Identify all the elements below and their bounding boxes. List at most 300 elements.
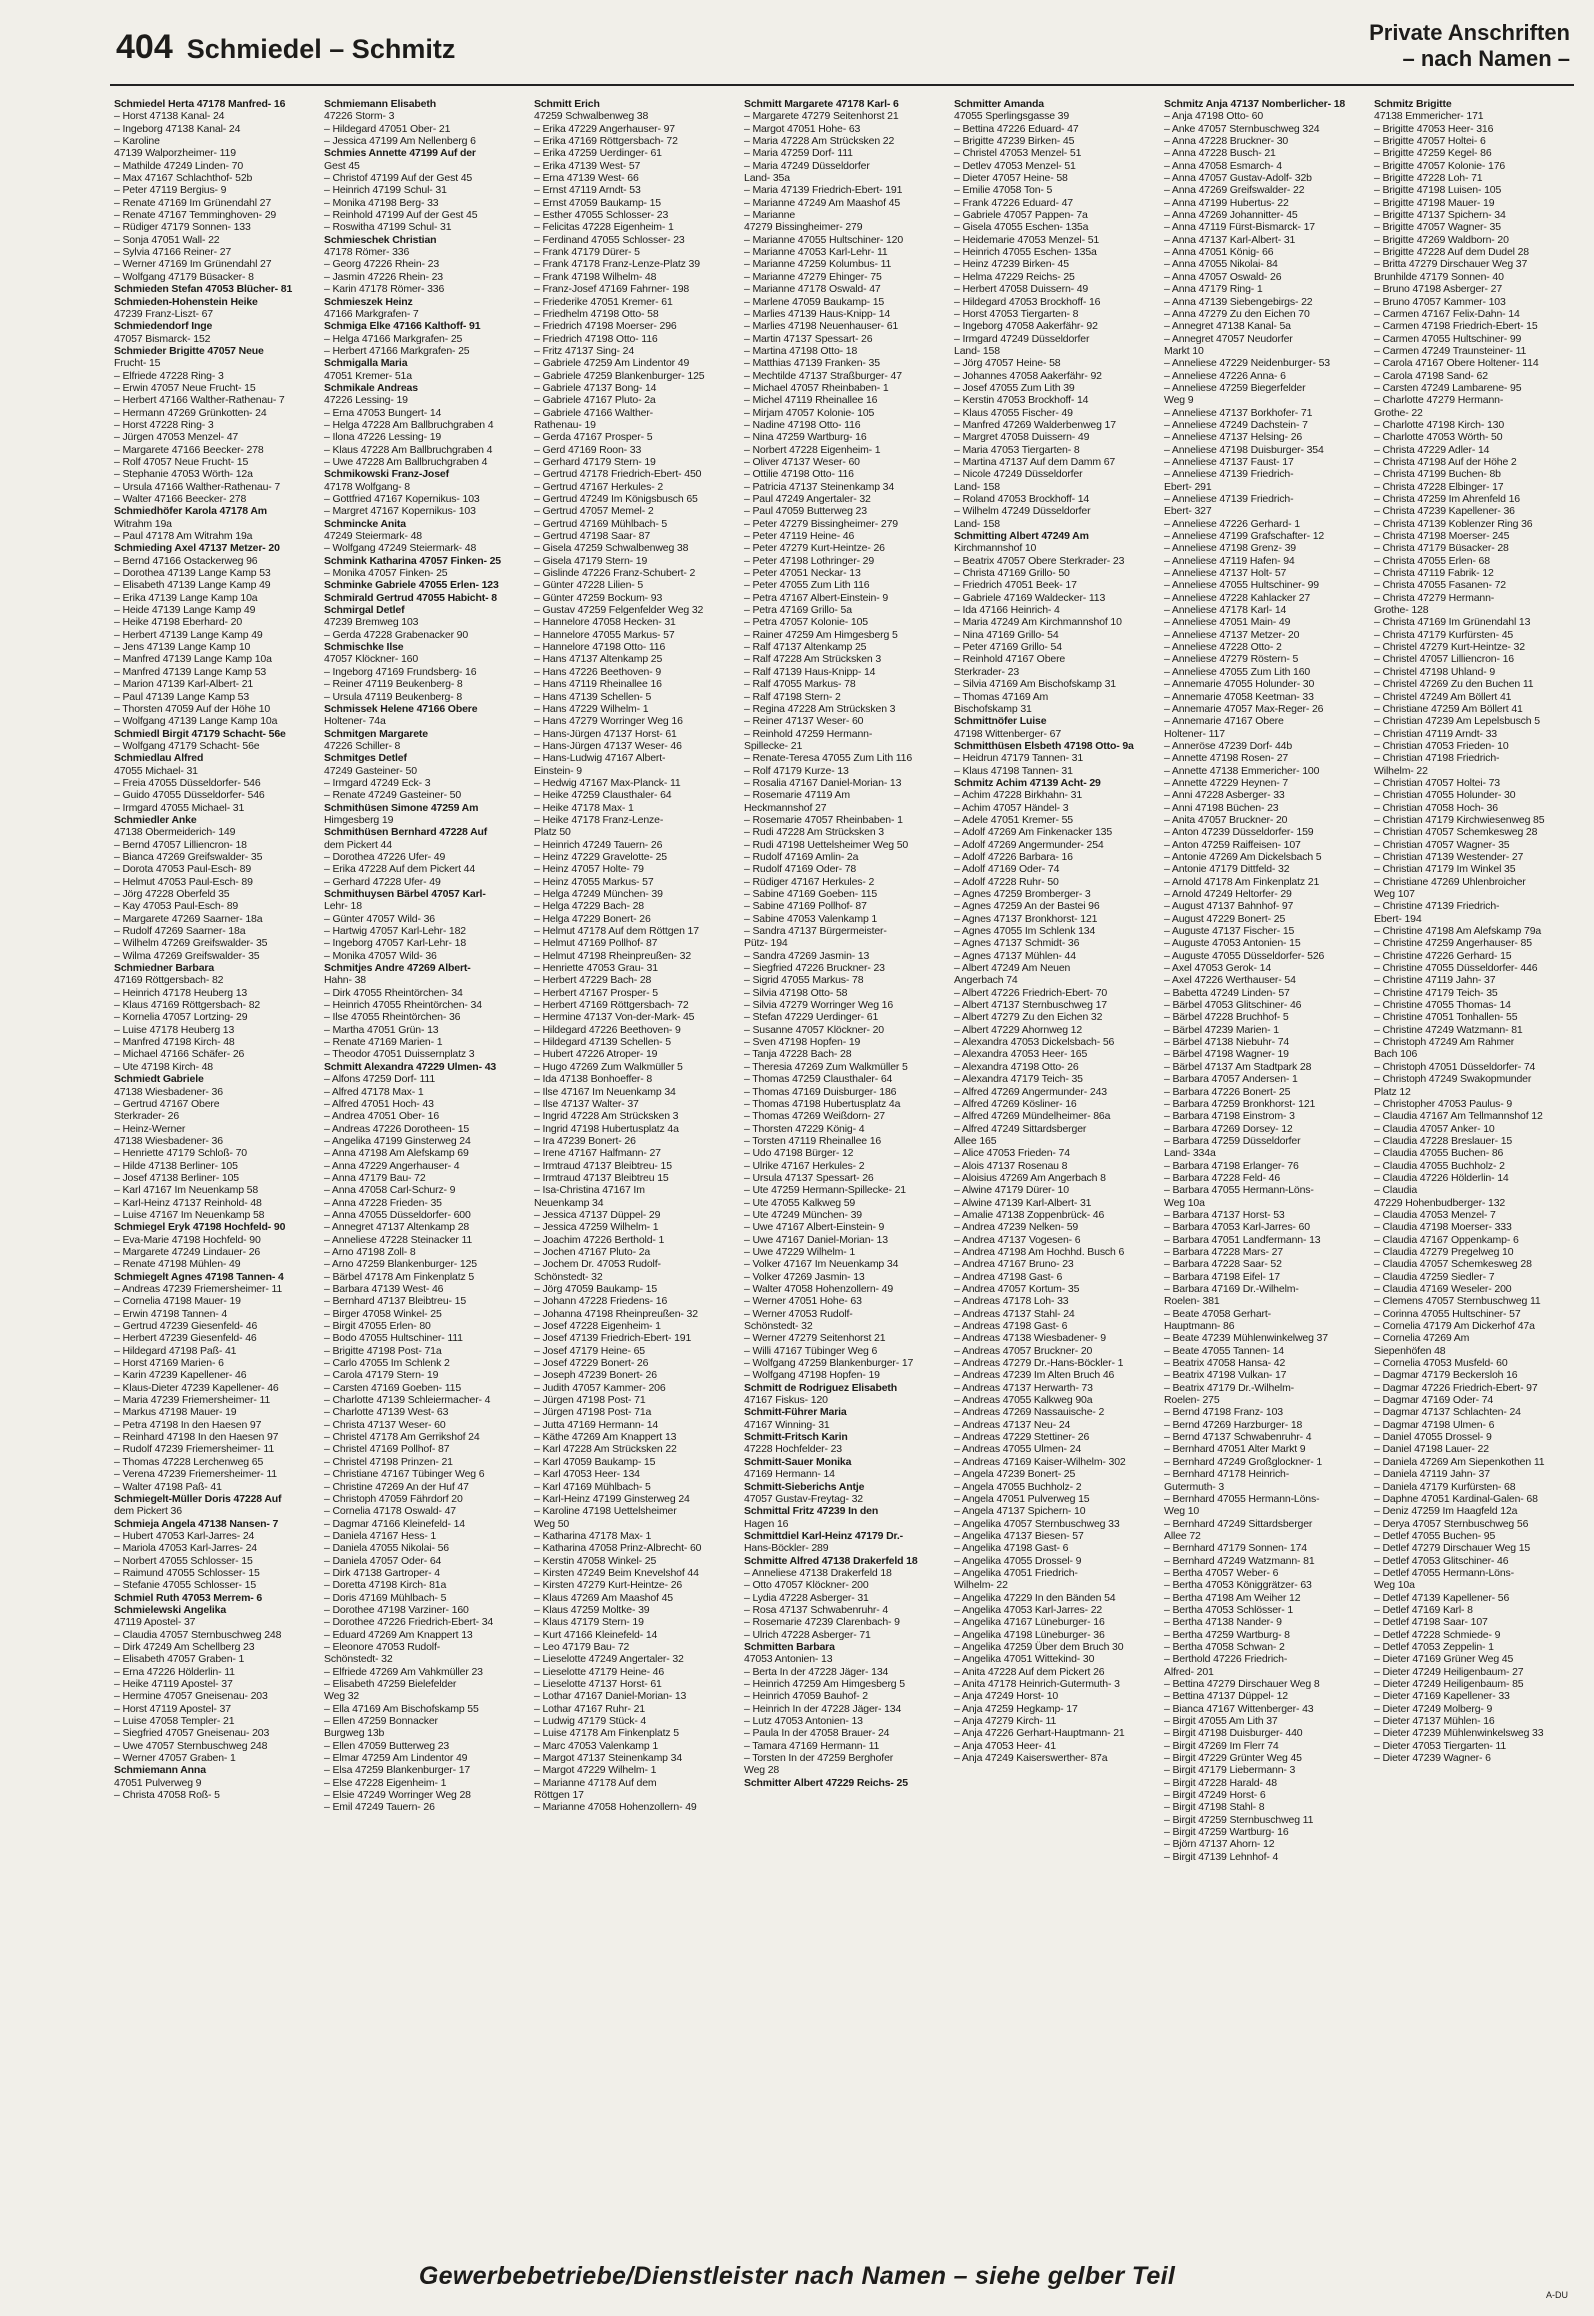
listing-entry: – Hermann 47269 Grünkotten- 24 <box>114 406 267 419</box>
listing-entry: – Horst 47119 Apostel- 37 <box>114 1702 231 1715</box>
listing-entry: 47167 Winning- 31 <box>744 1418 830 1431</box>
listing-entry: – Otto 47057 Klöckner- 200 <box>744 1579 869 1592</box>
listing-column <box>324 98 528 2232</box>
listing-entry: – Ursula 47119 Beukenberg- 8 <box>324 690 463 703</box>
listing-entry: – Herbert 47239 Giesenfeld- 46 <box>114 1332 257 1345</box>
listing-entry: – Thomas 47259 Clausthaler- 64 <box>744 1073 893 1086</box>
listing-entry: – Werner 47057 Graben- 1 <box>114 1752 236 1765</box>
listing-entry: – Anna 47229 Angerhauser- 4 <box>324 1159 460 1172</box>
listing-entry: – Anita 47228 Auf dem Pickert 26 <box>954 1665 1105 1678</box>
listing-entry: – Nina 47259 Wartburg- 16 <box>744 431 867 444</box>
listing-entry: Schmittal Fritz 47239 In den <box>744 1505 879 1518</box>
listing-entry: – Andreas 47226 Dorotheen- 15 <box>324 1122 470 1135</box>
listing-entry: – Annemarie 47057 Max-Reger- 26 <box>1164 702 1324 715</box>
listing-entry: – Sabine 47169 Goeben- 115 <box>744 888 878 900</box>
listing-entry: – Bernhard 47178 Heinrich- <box>1164 1468 1290 1481</box>
listing-entry: – Barbara 47198 Eifel- 17 <box>1164 1270 1280 1283</box>
listing-entry: – Gislinde 47226 Franz-Schubert- 2 <box>534 567 696 580</box>
listing-entry: – Dieter 47249 Heiligenbaum- 85 <box>1374 1678 1524 1690</box>
listing-entry: Alfred- 201 <box>1164 1665 1214 1678</box>
listing-entry: 47139 Walporzheimer- 119 <box>114 147 236 160</box>
listing-entry: – Gustav 47259 Felgenfelder Weg 32 <box>534 604 704 617</box>
listing-entry: – Gertrud 47178 Friedrich-Ebert- 450 <box>534 468 702 481</box>
listing-entry: – Arnold 47249 Heltorfer- 29 <box>1164 888 1292 900</box>
listing-column <box>534 98 738 2232</box>
listing-entry: – Björn 47137 Ahorn- 12 <box>1164 1838 1275 1851</box>
listing-entry: – Johanna 47198 Rheinpreußen- 32 <box>534 1307 698 1320</box>
listing-entry: – Birgit 47179 Liebermann- 3 <box>1164 1764 1296 1777</box>
listing-entry: – Beatrix 47198 Vulkan- 17 <box>1164 1369 1287 1382</box>
listing-entry: – Christian 47057 Holtei- 73 <box>1374 776 1500 789</box>
listing-entry: – Gabriele 47167 Pluto- 2a <box>534 394 656 407</box>
listing-entry: – Detlef 47279 Dirschauer Weg 15 <box>1374 1542 1531 1555</box>
listing-entry: – Agnes 47259 An der Bastei 96 <box>954 900 1100 913</box>
listing-entry: – Helmut 47169 Pollhof- 87 <box>534 937 658 950</box>
listing-entry: – Dieter 47169 Kapellener- 33 <box>1374 1690 1510 1703</box>
listing-entry: – Martina 47198 Otto- 18 <box>744 344 858 357</box>
listing-entry: – Bertha 47053 Schlösser- 1 <box>1164 1603 1294 1616</box>
listing-entry: – Anneliese 47228 Otto- 2 <box>1164 641 1282 654</box>
listing-entry: – Hedwig 47167 Max-Planck- 11 <box>534 776 681 789</box>
listing-entry: – Agnes 47137 Schmidt- 36 <box>954 937 1080 950</box>
listing-entry: – Ellen 47059 Butterweg 23 <box>324 1739 450 1752</box>
listing-entry: – Bertha 47053 Königgrätzer- 63 <box>1164 1579 1312 1592</box>
listing-entry: – Heike 47119 Apostel- 37 <box>114 1678 233 1690</box>
listing-entry: – Renate 47169 Im Grünendahl 27 <box>114 196 272 209</box>
listing-entry: – Christel 47249 Am Böllert 41 <box>1374 690 1512 703</box>
listing-entry: – Theodor 47051 Duissernplatz 3 <box>324 1048 475 1061</box>
listing-entry: Schmitt-Sauer Monika <box>744 1455 852 1468</box>
listing-entry: Schönstedt- 32 <box>534 1270 603 1283</box>
listing-entry: – Friedrich 47051 Beek- 17 <box>954 579 1077 592</box>
listing-entry: – Erika 47169 Röttgersbach- 72 <box>534 135 678 148</box>
listing-entry: – Andreas 47269 Nassauische- 2 <box>954 1406 1105 1419</box>
listing-entry: – Reinhard 47198 In den Haesen 97 <box>114 1431 279 1444</box>
listing-entry: – Beate 47058 Gerhart- <box>1164 1307 1272 1320</box>
listing-entry: – Jochem Dr. 47053 Rudolf- <box>534 1258 661 1271</box>
listing-entry: – Dagmar 47179 Beckersloh 16 <box>1374 1369 1518 1382</box>
listing-column <box>1164 98 1368 2232</box>
listing-entry: Roelen- 275 <box>1164 1394 1220 1407</box>
listing-entry: – Hans 47137 Altenkamp 25 <box>534 653 663 666</box>
listing-entry: – Claudia 47279 Pregelweg 10 <box>1374 1245 1514 1258</box>
listing-entry: – Bärbel 47228 Bruchhof- 5 <box>1164 1011 1289 1024</box>
listing-entry: – Friedrich 47198 Moerser- 296 <box>534 320 677 333</box>
listing-entry: Schmitt Erich <box>534 98 600 110</box>
running-title: Schmiedel – Schmitz <box>186 34 456 64</box>
listing-entry: – Gertrud 47057 Memel- 2 <box>534 505 654 518</box>
listing-entry: – Dirk 47055 Rheintörchen- 34 <box>324 986 463 999</box>
listing-entry: – Ingeborg 47169 Frundsberg- 16 <box>324 665 477 678</box>
listing-entry: – Paul 47139 Lange Kamp 53 <box>114 690 250 703</box>
listing-entry: – Jasmin 47226 Rhein- 23 <box>324 270 443 283</box>
listing-entry: – Rosemarie 47119 Am <box>744 789 850 802</box>
listing-entry: – Alexandra 47198 Otto- 26 <box>954 1060 1079 1073</box>
listing-entry: – Ernst 47119 Arndt- 53 <box>534 184 641 197</box>
listing-entry: – Claudia 47226 Hölderlin- 14 <box>1374 1171 1509 1184</box>
listing-entry: – Annemarie 47167 Obere <box>1164 715 1284 728</box>
listing-entry: – Hans 47279 Worringer Weg 16 <box>534 715 683 728</box>
listing-entry: – Christa 47279 Hermann- <box>1374 591 1495 604</box>
listing-entry: – Alice 47053 Frieden- 74 <box>954 1147 1070 1160</box>
listing-entry: – Christa 47139 Koblenzer Ring 36 <box>1374 517 1533 530</box>
listing-entry: – Erna 47053 Bungert- 14 <box>324 406 442 419</box>
listing-entry: – Anja 47226 Gerhart-Hauptmann- 21 <box>954 1727 1125 1740</box>
listing-entry: – Josef 47055 Zum Lith 39 <box>954 381 1075 394</box>
listing-entry: – Auguste 47137 Fischer- 15 <box>1164 925 1295 938</box>
listing-entry: – Christa 47119 Fabrik- 12 <box>1374 567 1494 580</box>
listing-entry: Platz 12 <box>1374 1085 1411 1098</box>
listing-entry: – Thomas 47169 Duisburger- 186 <box>744 1085 897 1098</box>
listing-entry: – Stefan 47229 Uerdinger- 61 <box>744 1011 879 1024</box>
listing-entry: – Birgit 47249 Horst- 6 <box>1164 1789 1266 1802</box>
listing-entry: – Klaus 47269 Am Maashof 45 <box>534 1591 673 1604</box>
listing-entry: – Anneliese 47137 Metzer- 20 <box>1164 628 1300 641</box>
listing-entry: Schmischke Ilse <box>324 641 404 654</box>
listing-entry: – Christian 47055 Holunder- 30 <box>1374 789 1516 802</box>
listing-entry: 47198 Wittenberger- 67 <box>954 727 1062 740</box>
listing-entry: – Ralf 47055 Markus- 78 <box>744 678 856 691</box>
listing-entry: – Erna 47139 West- 66 <box>534 172 639 185</box>
listing-entry: – Manfred 47139 Lange Kamp 10a <box>114 653 272 666</box>
listing-entry: dem Pickert 36 <box>114 1505 182 1518</box>
listing-entry: – Josef 47229 Bonert- 26 <box>534 1357 649 1370</box>
listing-entry: – Anneliese 47137 Borkhofer- 71 <box>1164 406 1313 419</box>
listing-entry: – Bertha 47138 Nander- 9 <box>1164 1616 1282 1629</box>
listing-entry: Einstein- 9 <box>534 764 582 777</box>
listing-entry: 47053 Antonien- 13 <box>744 1653 833 1666</box>
listing-entry: Gest 45 <box>324 159 360 172</box>
listing-entry: – Antonie 47179 Dittfeld- 32 <box>1164 863 1290 876</box>
listing-entry: – Dagmar 47226 Friedrich-Ebert- 97 <box>1374 1381 1538 1394</box>
listing-entry: – Christa 47169 Im Grünendahl 13 <box>1374 616 1531 629</box>
listing-entry: – Bernhard 47137 Bleibtreu- 15 <box>324 1295 467 1308</box>
listing-entry: – Dagmar 47169 Oder- 74 <box>1374 1394 1494 1407</box>
listing-entry: – Renate 47167 Temminghoven- 29 <box>114 209 277 222</box>
listing-column <box>1374 98 1578 2232</box>
listing-entry: – Erika 47228 Auf dem Pickert 44 <box>324 863 476 876</box>
listing-entry: – Horst 47053 Tiergarten- 8 <box>954 307 1079 320</box>
listing-entry: – Hannelore 47058 Hecken- 31 <box>534 616 676 629</box>
listing-entry: – Anna 47119 Fürst-Bismarck- 17 <box>1164 221 1315 234</box>
listing-entry: – Sabine 47053 Valenkamp 1 <box>744 912 878 925</box>
listing-entry: – Ralf 47228 Am Strücksken 3 <box>744 653 882 666</box>
listing-entry: – Wilhelm 47249 Düsseldorfer <box>954 505 1091 518</box>
listing-entry: – Elsie 47249 Worringer Weg 28 <box>324 1789 471 1802</box>
listing-entry: – Brigitte 47057 Holtei- 6 <box>1374 135 1486 148</box>
listing-entry: – Doris 47169 Mühlbach- 5 <box>324 1591 447 1604</box>
listing-entry: – Bianca 47269 Greifswalder- 35 <box>114 850 263 863</box>
listing-entry: – Christine 47198 Am Alefskamp 79a <box>1374 925 1542 938</box>
listing-entry: – Carola 47179 Stern- 19 <box>324 1369 439 1382</box>
listing-entry: Schönstedt- 32 <box>324 1653 393 1666</box>
listing-entry: – Tanja 47228 Bach- 28 <box>744 1048 852 1061</box>
listing-entry: – Barbara 47198 Erlanger- 76 <box>1164 1159 1299 1172</box>
listing-entry: Schmink Katharina 47057 Finken- 25 <box>324 554 501 567</box>
listing-entry: – Christa 47198 Moerser- 245 <box>1374 530 1510 543</box>
listing-entry: – Christel 47057 Lilliencron- 16 <box>1374 653 1514 666</box>
listing-entry: – Angelika 47198 Gast- 6 <box>954 1542 1069 1555</box>
listing-entry: – Albert 47137 Sternbuschweg 17 <box>954 999 1107 1012</box>
listing-entry: – Achim 47228 Birkhahn- 31 <box>954 789 1083 802</box>
listing-entry: Schmigalla Maria <box>324 357 408 370</box>
listing-entry: – Birgit 47229 Grünter Weg 45 <box>1164 1752 1302 1765</box>
listing-entry: Allee 72 <box>1164 1529 1201 1542</box>
listing-entry: – Wolfgang 47139 Lange Kamp 10a <box>114 715 278 728</box>
listing-entry: – Jürgen 47053 Menzel- 47 <box>114 431 239 444</box>
listing-entry: – Charlotte 47198 Kirch- 130 <box>1374 418 1505 431</box>
listing-entry: – Berta In der 47228 Jäger- 134 <box>744 1665 889 1678</box>
listing-entry: – Klaus 47169 Röttgersbach- 82 <box>114 999 261 1012</box>
listing-entry: Schmiedler Anke <box>114 813 197 826</box>
listing-entry: – Marianne 47259 Kolumbus- 11 <box>744 258 892 271</box>
listing-entry: – Christopher 47053 Paulus- 9 <box>1374 1097 1513 1110</box>
listing-entry: – Erwin 47057 Neue Frucht- 15 <box>114 381 256 394</box>
listing-entry: – Marianne 47279 Ehinger- 75 <box>744 270 882 283</box>
listing-entry: – Gabriele 47057 Pappen- 7a <box>954 209 1088 222</box>
listing-entry: – Christel 47279 Kurt-Heintze- 32 <box>1374 641 1525 654</box>
listing-entry: – Bernhard 47249 Watzmann- 81 <box>1164 1554 1315 1567</box>
listing-entry: – Christel 47178 Am Gerrikshof 24 <box>324 1431 480 1444</box>
listing-entry: – Anneliese 47138 Drakerfeld 18 <box>744 1566 892 1579</box>
listing-entry: – Marlene 47059 Baukamp- 15 <box>744 295 885 308</box>
listing-entry: – Charlotte 47139 West- 63 <box>324 1406 449 1419</box>
listing-entry: Schmissek Helene 47166 Obere <box>324 702 478 715</box>
listing-entry: – Gisela 47259 Schwalbenweg 38 <box>534 542 689 555</box>
listing-entry: – Sonja 47051 Wall- 22 <box>114 233 220 246</box>
listing-entry: – Beate 47239 Mühlenwinkelweg 37 <box>1164 1332 1328 1345</box>
listing-entry: – Anneliese 47228 Steinacker 11 <box>324 1233 473 1246</box>
listing-entry: – Anna 47269 Johannitter- 45 <box>1164 209 1298 222</box>
listing-entry: – Anneliese 47259 Biegerfelder <box>1164 381 1306 394</box>
listing-entry: – Horst 47169 Marien- 6 <box>114 1357 224 1370</box>
listing-entry: – Rolf 47179 Kurze- 13 <box>744 764 849 777</box>
listing-entry: – Wolfgang 47249 Steiermark- 48 <box>324 542 477 555</box>
listing-entry: – Anita 47178 Heinrich-Gutermuth- 3 <box>954 1678 1120 1690</box>
listing-entry: – Barbara 47169 Dr.-Wilhelm- <box>1164 1283 1299 1295</box>
listing-entry: – Alexandra 47053 Dickelsbach- 56 <box>954 1036 1115 1049</box>
listing-entry: – Bernhard 47249 Sittardsberger <box>1164 1517 1313 1530</box>
listing-entry: – Roswitha 47199 Schul- 31 <box>324 221 452 234</box>
listing-entry: 47178 Wolfgang- 8 <box>324 480 410 493</box>
listing-entry: – Anneliese 47178 Karl- 14 <box>1164 604 1287 617</box>
listing-entry: – Angela 47055 Buchholz- 2 <box>954 1480 1082 1493</box>
listing-entry: – Annegret 47057 Neudorfer <box>1164 332 1293 345</box>
listing-entry: – Heike 47178 Franz-Lenze- <box>534 813 664 826</box>
listing-entry: – Beatrix 47057 Obere Sterkrader- 23 <box>954 554 1125 567</box>
listing-entry: – Dieter 47249 Molberg- 9 <box>1374 1702 1493 1715</box>
listing-entry: – Ralf 47137 Altenkamp 25 <box>744 641 867 654</box>
listing-entry: – Adolf 47228 Ruhr- 50 <box>954 875 1059 888</box>
listing-entry: – Agnes 47259 Bromberger- 3 <box>954 888 1091 900</box>
listing-entry: – Alexandra 47179 Teich- 35 <box>954 1073 1083 1086</box>
listing-entry: – Renate 47249 Gasteiner- 50 <box>324 789 462 802</box>
listing-entry: – Barbara 47053 Karl-Jarres- 60 <box>1164 1221 1310 1234</box>
listing-entry: – Marlies 47139 Haus-Knipp- 14 <box>744 307 891 320</box>
listing-entry: Weg 10a <box>1374 1579 1415 1592</box>
listing-entry: – Fritz 47137 Sing- 24 <box>534 344 635 357</box>
listing-entry: – Heinz-Werner <box>114 1122 186 1135</box>
listing-entry: – Carsten 47169 Goeben- 115 <box>324 1381 462 1394</box>
listing-entry: – Irmtraud 47137 Bleibtreu 15 <box>534 1171 669 1184</box>
listing-entry: – Jessica 47137 Düppel- 29 <box>534 1208 661 1221</box>
listing-entry: – Anna 47279 Zu den Eichen 70 <box>1164 307 1310 320</box>
listing-entry: – Rudi 47228 Am Strücksken 3 <box>744 826 884 839</box>
listing-entry: – Barbara 47269 Dorsey- 12 <box>1164 1122 1293 1135</box>
listing-entry: – Raimund 47055 Schlosser- 15 <box>114 1566 260 1579</box>
listing-entry: – Brigitte 47137 Spichern- 34 <box>1374 209 1506 222</box>
listing-entry: Schmittdiel Karl-Heinz 47179 Dr.- <box>744 1529 904 1542</box>
listing-entry: – Bruno 47057 Kammer- 103 <box>1374 295 1506 308</box>
listing-entry: – Daphne 47051 Kardinal-Galen- 68 <box>1374 1492 1538 1505</box>
listing-entry: Land- 158 <box>954 480 1000 493</box>
listing-entry: – Katharina 47058 Prinz-Albrecht- 60 <box>534 1542 702 1555</box>
listing-entry: – Ursula 47137 Spessart- 26 <box>744 1171 874 1184</box>
listing-entry: – Charlotte 47053 Wörth- 50 <box>1374 431 1503 444</box>
listing-entry: – Birgit 47055 Am Lith 37 <box>1164 1715 1278 1728</box>
listing-entry: – Gerhard 47179 Stern- 19 <box>534 455 656 468</box>
listing-entry: – Josef 47138 Berliner- 105 <box>114 1171 239 1184</box>
listing-entry: – Renate-Teresa 47055 Zum Lith 116 <box>744 752 913 765</box>
listing-entry: – Marianne 47178 Auf dem <box>534 1776 657 1789</box>
listing-entry: – Heinz 47057 Holte- 79 <box>534 863 644 876</box>
listing-entry: – Lydia 47228 Asberger- 31 <box>744 1591 869 1604</box>
listing-entry: – Charlotte 47279 Hermann- <box>1374 394 1504 407</box>
listing-entry: – Helmut 47053 Paul-Esch- 89 <box>114 875 253 888</box>
listing-entry: – Marianne <box>744 209 796 222</box>
listing-entry: – Gisela 47179 Stern- 19 <box>534 554 648 567</box>
listing-entry: – Christa 47055 Erlen- 68 <box>1374 554 1490 567</box>
listing-entry: – Gisela 47055 Eschen- 135a <box>954 221 1089 234</box>
listing-entry: – Brigitte 47269 Waldborn- 20 <box>1374 233 1509 246</box>
listing-entry: – Hans 47229 Wilhelm- 1 <box>534 702 649 715</box>
listing-entry: – Werner 47279 Seitenhorst 21 <box>744 1332 886 1345</box>
listing-entry: – Daniela 47179 Kurfürsten- 68 <box>1374 1480 1516 1493</box>
listing-entry: – Christa 47058 Roß- 5 <box>114 1789 220 1802</box>
listing-entry: 47259 Schwalbenweg 38 <box>534 110 649 123</box>
listing-entry: – Uwe 47229 Wilhelm- 1 <box>744 1245 856 1258</box>
listing-entry: – Luise 47058 Templer- 21 <box>114 1715 235 1728</box>
listing-entry: – Alfons 47259 Dorf- 111 <box>324 1073 436 1086</box>
listing-entry: – Eva-Marie 47198 Hochfeld- 90 <box>114 1233 261 1246</box>
listing-entry: – Klaus 47198 Tannen- 31 <box>954 764 1073 777</box>
listing-entry: – Antonie 47269 Am Dickelsbach 5 <box>1164 850 1322 863</box>
listing-entry: – Wolfgang 47198 Hopfen- 19 <box>744 1369 880 1382</box>
listing-entry: – Aloisius 47269 Am Angerbach 8 <box>954 1171 1106 1184</box>
listing-entry: – Agnes 47137 Mühlen- 44 <box>954 949 1076 962</box>
listing-entry: – Jörg 47059 Baukamp- 15 <box>534 1283 658 1295</box>
listing-entry: Bach 106 <box>1374 1048 1418 1061</box>
listing-entry: – Barbara 47051 Landfermann- 13 <box>1164 1233 1321 1246</box>
listing-entry: Spillecke- 21 <box>744 739 803 752</box>
listing-entry: – Gertrud 47249 Im Königsbusch 65 <box>534 493 698 505</box>
listing-entry: – Elisabeth 47259 Bielefelder <box>324 1678 457 1690</box>
listing-entry: Weg 28 <box>744 1764 780 1777</box>
listing-entry: Schmieja Angela 47138 Nansen- 7 <box>114 1517 279 1530</box>
listing-entry: – Anton 47259 Raiffeisen- 107 <box>1164 838 1301 851</box>
listing-entry: – Ella 47169 Am Bischofskamp 55 <box>324 1702 479 1715</box>
listing-entry: – Anna 47058 Esmarch- 4 <box>1164 159 1282 172</box>
listing-entry: – Karl 47169 Mühlbach- 5 <box>534 1480 651 1493</box>
listing-entry: 47138 Wiesbadener- 36 <box>114 1134 223 1147</box>
listing-entry: Burgweg 13b <box>324 1727 385 1740</box>
listing-entry: – Andreas 47137 Neu- 24 <box>954 1418 1071 1431</box>
listing-entry: – Bernhard 47179 Sonnen- 174 <box>1164 1542 1307 1555</box>
listing-entry: Schmitter Amanda <box>954 98 1044 110</box>
listing-entry: – Walter 47058 Hohenzollern- 49 <box>744 1283 894 1295</box>
listing-entry: – Dieter 47169 Grüner Weg 45 <box>1374 1653 1514 1666</box>
listing-entry: – Bertha 47058 Schwan- 2 <box>1164 1640 1285 1653</box>
listing-entry: – Dorothea 47226 Ufer- 49 <box>324 850 446 863</box>
listing-entry: – Anneliese 47228 Kahlacker 27 <box>1164 591 1311 604</box>
listing-entry: – Carlo 47055 Im Schlenk 2 <box>324 1357 450 1370</box>
listing-entry: – Frank 47198 Wilhelm- 48 <box>534 270 657 283</box>
listing-entry: – Uwe 47167 Daniel-Morian- 13 <box>744 1233 888 1246</box>
listing-entry: – Eleonore 47053 Rudolf- <box>324 1640 441 1653</box>
listing-entry: – Herbert 47167 Prosper- 5 <box>534 986 658 999</box>
listing-entry: – Annemarie 47058 Keetman- 33 <box>1164 690 1314 703</box>
listing-entry: – Dieter 47239 Wagner- 6 <box>1374 1752 1491 1765</box>
listing-entry: – Ilse 47167 Im Neuenkamp 34 <box>534 1085 676 1098</box>
listing-entry: – Ulrike 47167 Herkules- 2 <box>744 1159 865 1172</box>
listing-entry: – Christa 47229 Adler- 14 <box>1374 443 1490 456</box>
listing-entry: – Claudia 47055 Buchholz- 2 <box>1374 1159 1505 1172</box>
listing-entry: – Kirsten 47279 Kurt-Heintze- 26 <box>534 1579 683 1592</box>
listing-entry: – Carola 47167 Obere Holtener- 114 <box>1374 357 1539 370</box>
listing-entry: Weg 107 <box>1374 888 1415 900</box>
listing-entry: – Charlotte 47139 Schleiermacher- 4 <box>324 1394 491 1407</box>
listing-entry: – Andreas 47055 Ulmen- 24 <box>954 1443 1082 1456</box>
listing-entry: – Paul 47178 Am Witrahm 19a <box>114 530 253 543</box>
listing-entry: – Christa 47179 Kurfürsten- 45 <box>1374 628 1514 641</box>
listing-entry: Schmieschek Christian <box>324 233 437 246</box>
listing-entry: 47138 Wiesbadener- 36 <box>114 1085 223 1098</box>
listing-entry: – Maria 47139 Friedrich-Ebert- 191 <box>744 184 903 197</box>
listing-entry: – Klaus 47055 Fischer- 49 <box>954 406 1073 419</box>
listing-entry: – Helga 47229 Bach- 28 <box>534 900 644 913</box>
listing-entry: – Andreas 47239 Im Alten Bruch 46 <box>954 1369 1115 1382</box>
listing-entry: – Ingeborg 47138 Kanal- 24 <box>114 122 241 135</box>
listing-entry: – Bärbel 47138 Niebuhr- 74 <box>1164 1036 1290 1049</box>
listing-entry: – Birgit 47269 Im Flerr 74 <box>1164 1739 1279 1752</box>
listing-entry: Land- 334a <box>1164 1147 1216 1160</box>
listing-entry: – Gertrud 47167 Herkules- 2 <box>534 480 664 493</box>
listing-entry: 47119 Apostel- 37 <box>114 1616 196 1629</box>
listing-entry: – Alfred 47051 Hoch- 43 <box>324 1097 434 1110</box>
listing-entry: – Christa 47179 Büsacker- 28 <box>1374 542 1509 555</box>
listing-entry: – Josef 47179 Heine- 65 <box>534 1344 645 1357</box>
listing-entry: – Anneliese 47055 Zum Lith 160 <box>1164 665 1311 678</box>
listing-entry: – Anna 47139 Siebengebirgs- 22 <box>1164 295 1313 308</box>
listing-entry: Ebert- 327 <box>1164 505 1212 518</box>
listing-entry: – Martin 47137 Spessart- 26 <box>744 332 873 345</box>
listing-entry: – Christa 47137 Weser- 60 <box>324 1418 446 1431</box>
listing-entry: – Bertha 47198 Am Weiher 12 <box>1164 1591 1301 1604</box>
listing-entry: – Martina 47137 Auf dem Damm 67 <box>954 455 1116 468</box>
listing-entry: – Hubert 47053 Karl-Jarres- 24 <box>114 1529 255 1542</box>
listing-entry: – Karl 47167 Im Neuenkamp 58 <box>114 1184 259 1197</box>
listing-entry: Kirchmannshof 10 <box>954 542 1037 555</box>
listing-entry: – Ilse 47137 Walter- 37 <box>534 1097 639 1110</box>
listing-entry: – Hugo 47269 Zum Walkmüller 5 <box>534 1060 683 1073</box>
listing-entry: – Renate 47169 Marien- 1 <box>324 1036 443 1049</box>
listing-entry: – Anita 47057 Bruckner- 20 <box>1164 813 1288 826</box>
listing-entry: Sterkrader- 26 <box>114 1110 180 1123</box>
listing-entry: – Karoline 47198 Uettelsheimer <box>534 1505 677 1518</box>
listing-entry: – Cornelia 47053 Musfeld- 60 <box>1374 1357 1508 1370</box>
listing-entry: – Cornelia 47179 Am Dickerhof 47a <box>1374 1320 1535 1333</box>
listing-entry: – Stephanie 47053 Wörth- 12a <box>114 468 253 481</box>
